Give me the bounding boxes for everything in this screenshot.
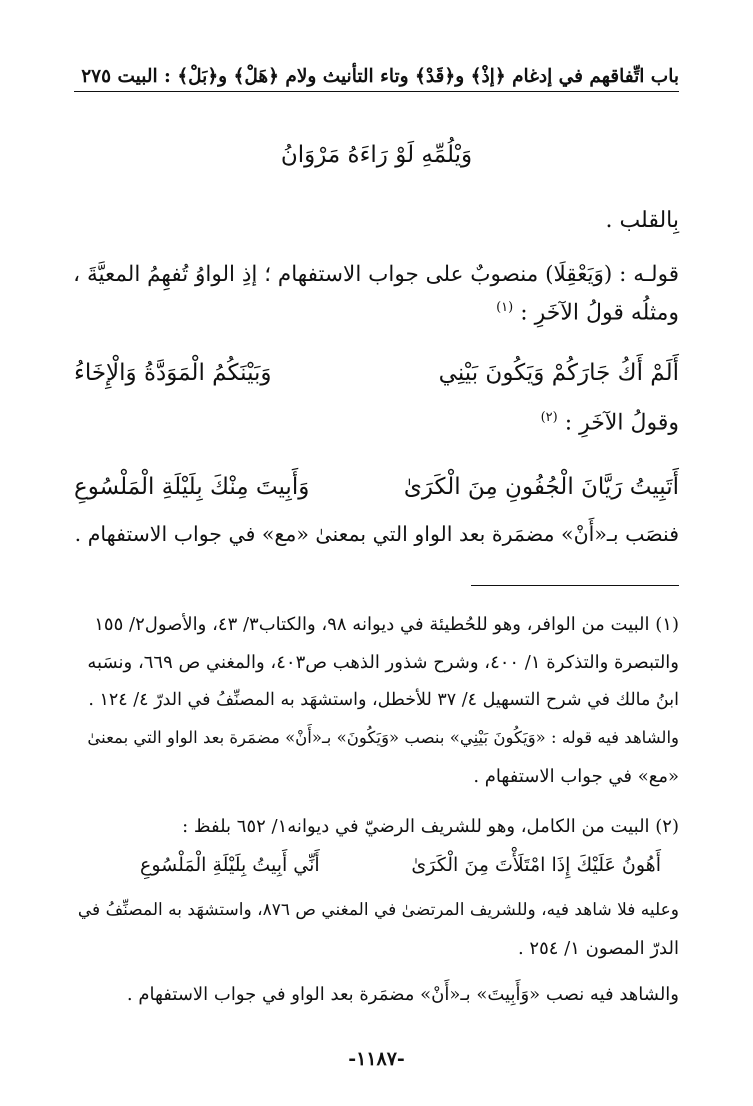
poetry-verse <box>74 474 679 500</box>
footnote-separator <box>471 585 679 586</box>
verse-hemistich-second: وَبَيْنَكُمُ الْمَوَدَّةُ وَالْإِخَاءُ <box>74 360 272 386</box>
body-text: قولـه : (وَيَعْقِلَا) منصوبٌ على جواب الاستفهام ؛ إذِ الواوُ تُفهِمُ المعيَّةَ ، <box>73 262 679 287</box>
verse-hemistich-first: أَلَمْ أَكُ جَارَكُمْ وَيَكُونَ بَيْنِي <box>438 360 679 386</box>
footnote-verse <box>140 854 661 876</box>
body-line: بِالقلب . <box>605 208 679 233</box>
footnote-ref: (٢) <box>540 410 558 425</box>
verse-hemistich-first: أَتَبِيتُ رَيَّانَ الْجُفُونِ مِنَ الْكَرَىٰ <box>403 474 679 500</box>
running-header <box>74 58 679 92</box>
footnote-line: «مع» في جواب الاستفهام . <box>473 766 679 787</box>
footnote-ref: (١) <box>496 300 514 315</box>
body-line <box>74 262 679 287</box>
footnote-line: والتبصرة والتذكرة ١/ ٤٠٠، وشرح شذور الذهب ص٤٠٣، والمغني ص ٦٦٩، ونسَبه <box>87 652 679 673</box>
footnote-line: وعليه فلا شاهد فيه، وللشريف المرتضىٰ في المغني ص ٨٧٦، واستشهَد به المصنِّفُ في <box>77 900 679 920</box>
poetry-verse <box>74 360 679 386</box>
footnote-line: والشاهد فيه نصب «وَأَبِيتَ» بـ«أَنْ» مضمَرة بعد الواو في جواب الاستفهام . <box>126 984 679 1005</box>
footnote-line: والشاهد فيه قوله : «وَيَكُونَ بَيْنِي» بنصب «وَيَكُونَ» بـ«أَنْ» مضمَرة بعد الواو التي بمعنىٰ <box>87 728 679 747</box>
verse-hemistich-second: أَنِّي أَبِيتُ بِلَيْلَةِ الْمَلْسُوعِ <box>140 854 320 876</box>
body-line <box>74 410 679 435</box>
body-text: ومثلُه قولُ الآخَرِ : <box>520 300 679 326</box>
body-text: وقولُ الآخَرِ : <box>564 410 679 436</box>
verse-hemistich-first: أَهُونُ عَلَيْكَ إِذَا امْتَلَأْتَ مِنَ الْكَرَىٰ <box>411 854 661 876</box>
verse-fragment: وَيْلُمِّهِ لَوْ رَاءَهُ مَرْوَانُ <box>280 142 473 168</box>
verse-hemistich-second: وَأَبِيتَ مِنْكَ بِلَيْلَةِ الْمَلْسُوعِ <box>74 474 310 500</box>
footnote-line: ابنُ مالك في شرح التسهيل ٤/ ٣٧ للأخطل، واستشهَد به المصنِّفُ في الدرّ ٤/ ١٢٤ . <box>88 690 679 710</box>
page-number: -١١٨٧- <box>348 1048 405 1070</box>
running-title: باب اتِّفاقهم في إدغام ﴿إذْ﴾ و﴿قَدْ﴾ وتاء التأنيث ولام ﴿هَلْ﴾ و﴿بَلْ﴾ : البيت ٢٧٥ <box>81 66 679 87</box>
footnote-line: (١) البيت من الوافر، وهو للحُطيئة في ديوانه ٩٨، والكتاب٣/ ٤٣، والأصول٢/ ١٥٥ <box>94 614 679 635</box>
body-line: فنصَب بـ«أَنْ» مضمَرة بعد الواو التي بمعنىٰ «مع» في جواب الاستفهام . <box>74 522 679 546</box>
footnote-line: الدرّ المصون ١/ ٢٥٤ . <box>517 938 679 959</box>
body-line <box>74 300 679 325</box>
footnote-line: (٢) البيت من الكامل، وهو للشريف الرضيّ في ديوانه١/ ٦٥٢ بلفظ : <box>182 816 679 837</box>
